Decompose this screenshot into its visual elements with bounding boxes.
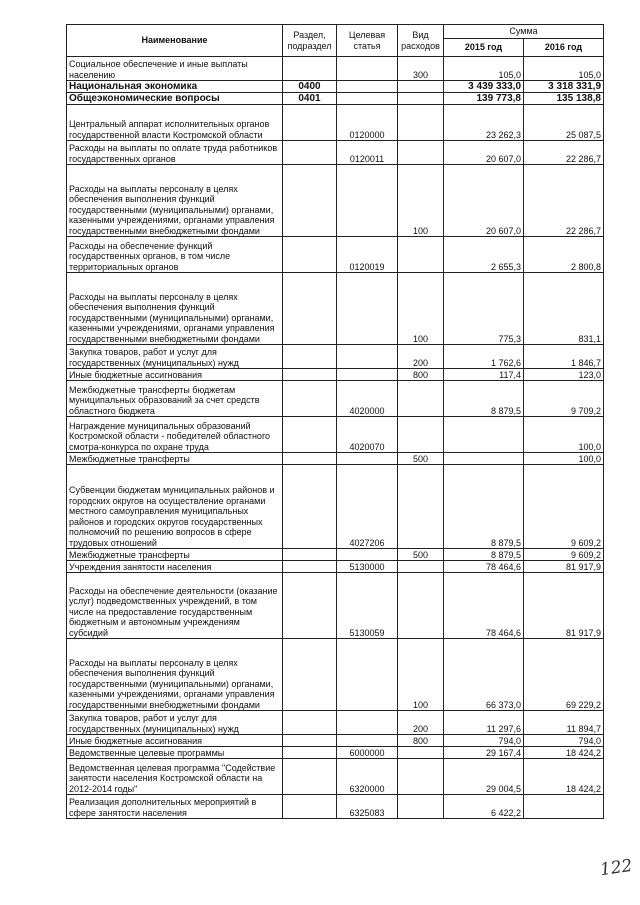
row-target: 6325083: [337, 795, 398, 819]
table-row: [67, 795, 604, 819]
row-name: Учреждения занятости населения: [67, 561, 283, 573]
row-sum-2015: 6 422,2: [444, 795, 524, 819]
row-target: 4027206: [337, 465, 398, 549]
row-name: Ведомственные целевые программы: [67, 747, 283, 759]
row-sum-2016: 81 917,9: [524, 573, 604, 639]
table-row: [67, 381, 604, 417]
row-section: 0400: [283, 81, 337, 93]
row-name: Межбюджетные трансферты: [67, 549, 283, 561]
row-section: [283, 165, 337, 237]
row-sum-2016: 81 917,9: [524, 561, 604, 573]
row-target: 0120019: [337, 237, 398, 273]
table-row: [67, 747, 604, 759]
row-name: Иные бюджетные ассигнования: [67, 369, 283, 381]
row-sum-2016: 831,1: [524, 273, 604, 345]
row-sum-2015: 105,0: [444, 57, 524, 81]
table-row: [67, 453, 604, 465]
table-row: [67, 57, 604, 81]
row-target: [337, 711, 398, 735]
row-target: [337, 453, 398, 465]
row-sum-2016: 2 800,8: [524, 237, 604, 273]
row-name: Национальная экономика: [67, 81, 283, 93]
row-section: [283, 57, 337, 81]
row-name: Расходы на выплаты персоналу в целях обеспечения выполнения функций государственными (муниципальными) органами, казенными учреждениями, органами управления государственными внебюджетными фондами: [67, 273, 283, 345]
row-section: 0401: [283, 93, 337, 105]
row-target: 4020070: [337, 417, 398, 453]
table-row: [67, 273, 604, 345]
row-type: [398, 561, 444, 573]
row-name: Награждение муниципальных образований Костромской области - победителей областного смотра-конкурса по охране труда: [67, 417, 283, 453]
row-name: Расходы на выплаты по оплате труда работников государственных органов: [67, 141, 283, 165]
row-sum-2015: 29 167,4: [444, 747, 524, 759]
row-section: [283, 465, 337, 549]
row-section: [283, 369, 337, 381]
row-section: [283, 453, 337, 465]
row-target: 6320000: [337, 759, 398, 795]
row-type: [398, 93, 444, 105]
row-target: [337, 345, 398, 369]
row-section: [283, 561, 337, 573]
row-target: [337, 639, 398, 711]
row-sum-2015: 139 773,8: [444, 93, 524, 105]
row-name: Центральный аппарат исполнительных органов государственной власти Костромской области: [67, 105, 283, 141]
row-target: 6000000: [337, 747, 398, 759]
table-row: [67, 549, 604, 561]
table-row: [67, 417, 604, 453]
row-sum-2016: 9 609,2: [524, 549, 604, 561]
row-sum-2016: 25 087,5: [524, 105, 604, 141]
row-name: Расходы на обеспечение функций государственных органов, в том числе территориальных органов: [67, 237, 283, 273]
row-section: [283, 711, 337, 735]
table-row: [67, 105, 604, 141]
row-type: 800: [398, 735, 444, 747]
row-target: 4020000: [337, 381, 398, 417]
row-section: [283, 747, 337, 759]
table-body: [67, 57, 604, 819]
row-section: [283, 735, 337, 747]
header-sum: Сумма: [444, 25, 604, 39]
header-type: Вид расходов: [398, 25, 444, 57]
row-sum-2015: 117,4: [444, 369, 524, 381]
row-target: 0120000: [337, 105, 398, 141]
row-sum-2016: 135 138,8: [524, 93, 604, 105]
row-sum-2016: [524, 795, 604, 819]
row-type: 500: [398, 549, 444, 561]
row-section: [283, 141, 337, 165]
row-sum-2016: 3 318 331,9: [524, 81, 604, 93]
row-sum-2015: 2 655,3: [444, 237, 524, 273]
row-sum-2015: 23 262,3: [444, 105, 524, 141]
table-row: [67, 81, 604, 93]
row-name: Закупка товаров, работ и услуг для государственных (муниципальных) нужд: [67, 345, 283, 369]
row-sum-2015: [444, 453, 524, 465]
row-sum-2015: 775,3: [444, 273, 524, 345]
row-section: [283, 417, 337, 453]
row-name: Межбюджетные трансферты: [67, 453, 283, 465]
row-target: [337, 369, 398, 381]
row-type: [398, 759, 444, 795]
row-type: [398, 747, 444, 759]
row-target: [337, 57, 398, 81]
header-year-2016: 2016 год: [524, 38, 604, 56]
row-name: Расходы на выплаты персоналу в целях обеспечения выполнения функций государственными (муниципальными) органами, казенными учреждениями, органами управления государственными внебюджетными фондами: [67, 639, 283, 711]
row-type: [398, 237, 444, 273]
row-sum-2015: [444, 417, 524, 453]
table-row: [67, 573, 604, 639]
table-row: [67, 369, 604, 381]
row-section: [283, 381, 337, 417]
header-name: Наименование: [67, 25, 283, 57]
row-sum-2016: 22 286,7: [524, 165, 604, 237]
row-section: [283, 639, 337, 711]
row-sum-2015: 8 879,5: [444, 465, 524, 549]
row-target: [337, 165, 398, 237]
table-row: [67, 165, 604, 237]
row-sum-2015: 29 004,5: [444, 759, 524, 795]
table-row: [67, 93, 604, 105]
row-type: 100: [398, 273, 444, 345]
row-target: [337, 735, 398, 747]
row-sum-2015: 78 464,6: [444, 561, 524, 573]
row-name: Расходы на обеспечение деятельности (оказание услуг) подведомственных учреждений, в том числе на предоставление государственным бюджетным и автономным учреждениям субсидий: [67, 573, 283, 639]
row-type: 200: [398, 345, 444, 369]
row-type: [398, 465, 444, 549]
row-type: 100: [398, 639, 444, 711]
row-sum-2016: 105,0: [524, 57, 604, 81]
row-name: Субвенции бюджетам муниципальных районов и городских округов на осуществление органами местного самоуправления муниципальных районов и городских округов государственных полномочий по решению вопросов в сфере трудовых отношений: [67, 465, 283, 549]
table-row: [67, 141, 604, 165]
row-sum-2016: 18 424,2: [524, 759, 604, 795]
row-sum-2016: 1 846,7: [524, 345, 604, 369]
row-sum-2016: 123,0: [524, 369, 604, 381]
row-type: [398, 795, 444, 819]
row-sum-2015: 78 464,6: [444, 573, 524, 639]
row-name: Межбюджетные трансферты бюджетам муниципальных образований за счет средств областного бюджета: [67, 381, 283, 417]
row-sum-2015: 8 879,5: [444, 381, 524, 417]
row-name: Общеэкономические вопросы: [67, 93, 283, 105]
row-type: [398, 573, 444, 639]
budget-table: [66, 24, 604, 819]
row-section: [283, 549, 337, 561]
row-sum-2016: 9 609,2: [524, 465, 604, 549]
row-target: [337, 549, 398, 561]
page-number: 122: [598, 855, 634, 881]
row-sum-2016: 794,0: [524, 735, 604, 747]
row-type: 100: [398, 165, 444, 237]
row-sum-2015: 20 607,0: [444, 141, 524, 165]
row-section: [283, 273, 337, 345]
table-row: [67, 735, 604, 747]
row-section: [283, 759, 337, 795]
row-name: Закупка товаров, работ и услуг для государственных (муниципальных) нужд: [67, 711, 283, 735]
row-sum-2016: 100,0: [524, 453, 604, 465]
row-sum-2016: 69 229,2: [524, 639, 604, 711]
table-row: [67, 561, 604, 573]
row-type: [398, 105, 444, 141]
row-sum-2015: 794,0: [444, 735, 524, 747]
header-section: Раздел, подраздел: [283, 25, 337, 57]
row-name: Реализация дополнительных мероприятий в сфере занятости населения: [67, 795, 283, 819]
row-section: [283, 237, 337, 273]
table-row: [67, 345, 604, 369]
row-target: 0120011: [337, 141, 398, 165]
row-section: [283, 795, 337, 819]
table-row: [67, 759, 604, 795]
row-section: [283, 345, 337, 369]
row-type: [398, 141, 444, 165]
row-type: [398, 381, 444, 417]
row-type: [398, 81, 444, 93]
row-sum-2016: 18 424,2: [524, 747, 604, 759]
row-type: 500: [398, 453, 444, 465]
table-row: [67, 711, 604, 735]
row-sum-2015: 1 762,6: [444, 345, 524, 369]
row-target: 5130000: [337, 561, 398, 573]
row-sum-2016: 100,0: [524, 417, 604, 453]
table-row: [67, 639, 604, 711]
row-type: 300: [398, 57, 444, 81]
row-target: [337, 93, 398, 105]
row-name: Расходы на выплаты персоналу в целях обеспечения выполнения функций государственными (муниципальными) органами, казенными учреждениями, органами управления государственными внебюджетными фондами: [67, 165, 283, 237]
row-section: [283, 573, 337, 639]
row-target: [337, 273, 398, 345]
header-target: Целевая статья: [337, 25, 398, 57]
table-row: [67, 237, 604, 273]
header-year-2015: 2015 год: [444, 38, 524, 56]
table-row: [67, 465, 604, 549]
row-sum-2015: 8 879,5: [444, 549, 524, 561]
row-target: [337, 81, 398, 93]
row-sum-2016: 9 709,2: [524, 381, 604, 417]
row-sum-2016: 22 286,7: [524, 141, 604, 165]
row-section: [283, 105, 337, 141]
row-sum-2015: 20 607,0: [444, 165, 524, 237]
row-sum-2015: 66 373,0: [444, 639, 524, 711]
row-target: 5130059: [337, 573, 398, 639]
row-type: 800: [398, 369, 444, 381]
row-name: Иные бюджетные ассигнования: [67, 735, 283, 747]
row-type: 200: [398, 711, 444, 735]
row-sum-2015: 3 439 333,0: [444, 81, 524, 93]
row-name: Ведомственная целевая программа "Содействие занятости населения Костромской области на 2012-2014 годы": [67, 759, 283, 795]
row-name: Социальное обеспечение и иные выплаты населению: [67, 57, 283, 81]
row-sum-2016: 11 894,7: [524, 711, 604, 735]
row-sum-2015: 11 297,6: [444, 711, 524, 735]
row-type: [398, 417, 444, 453]
